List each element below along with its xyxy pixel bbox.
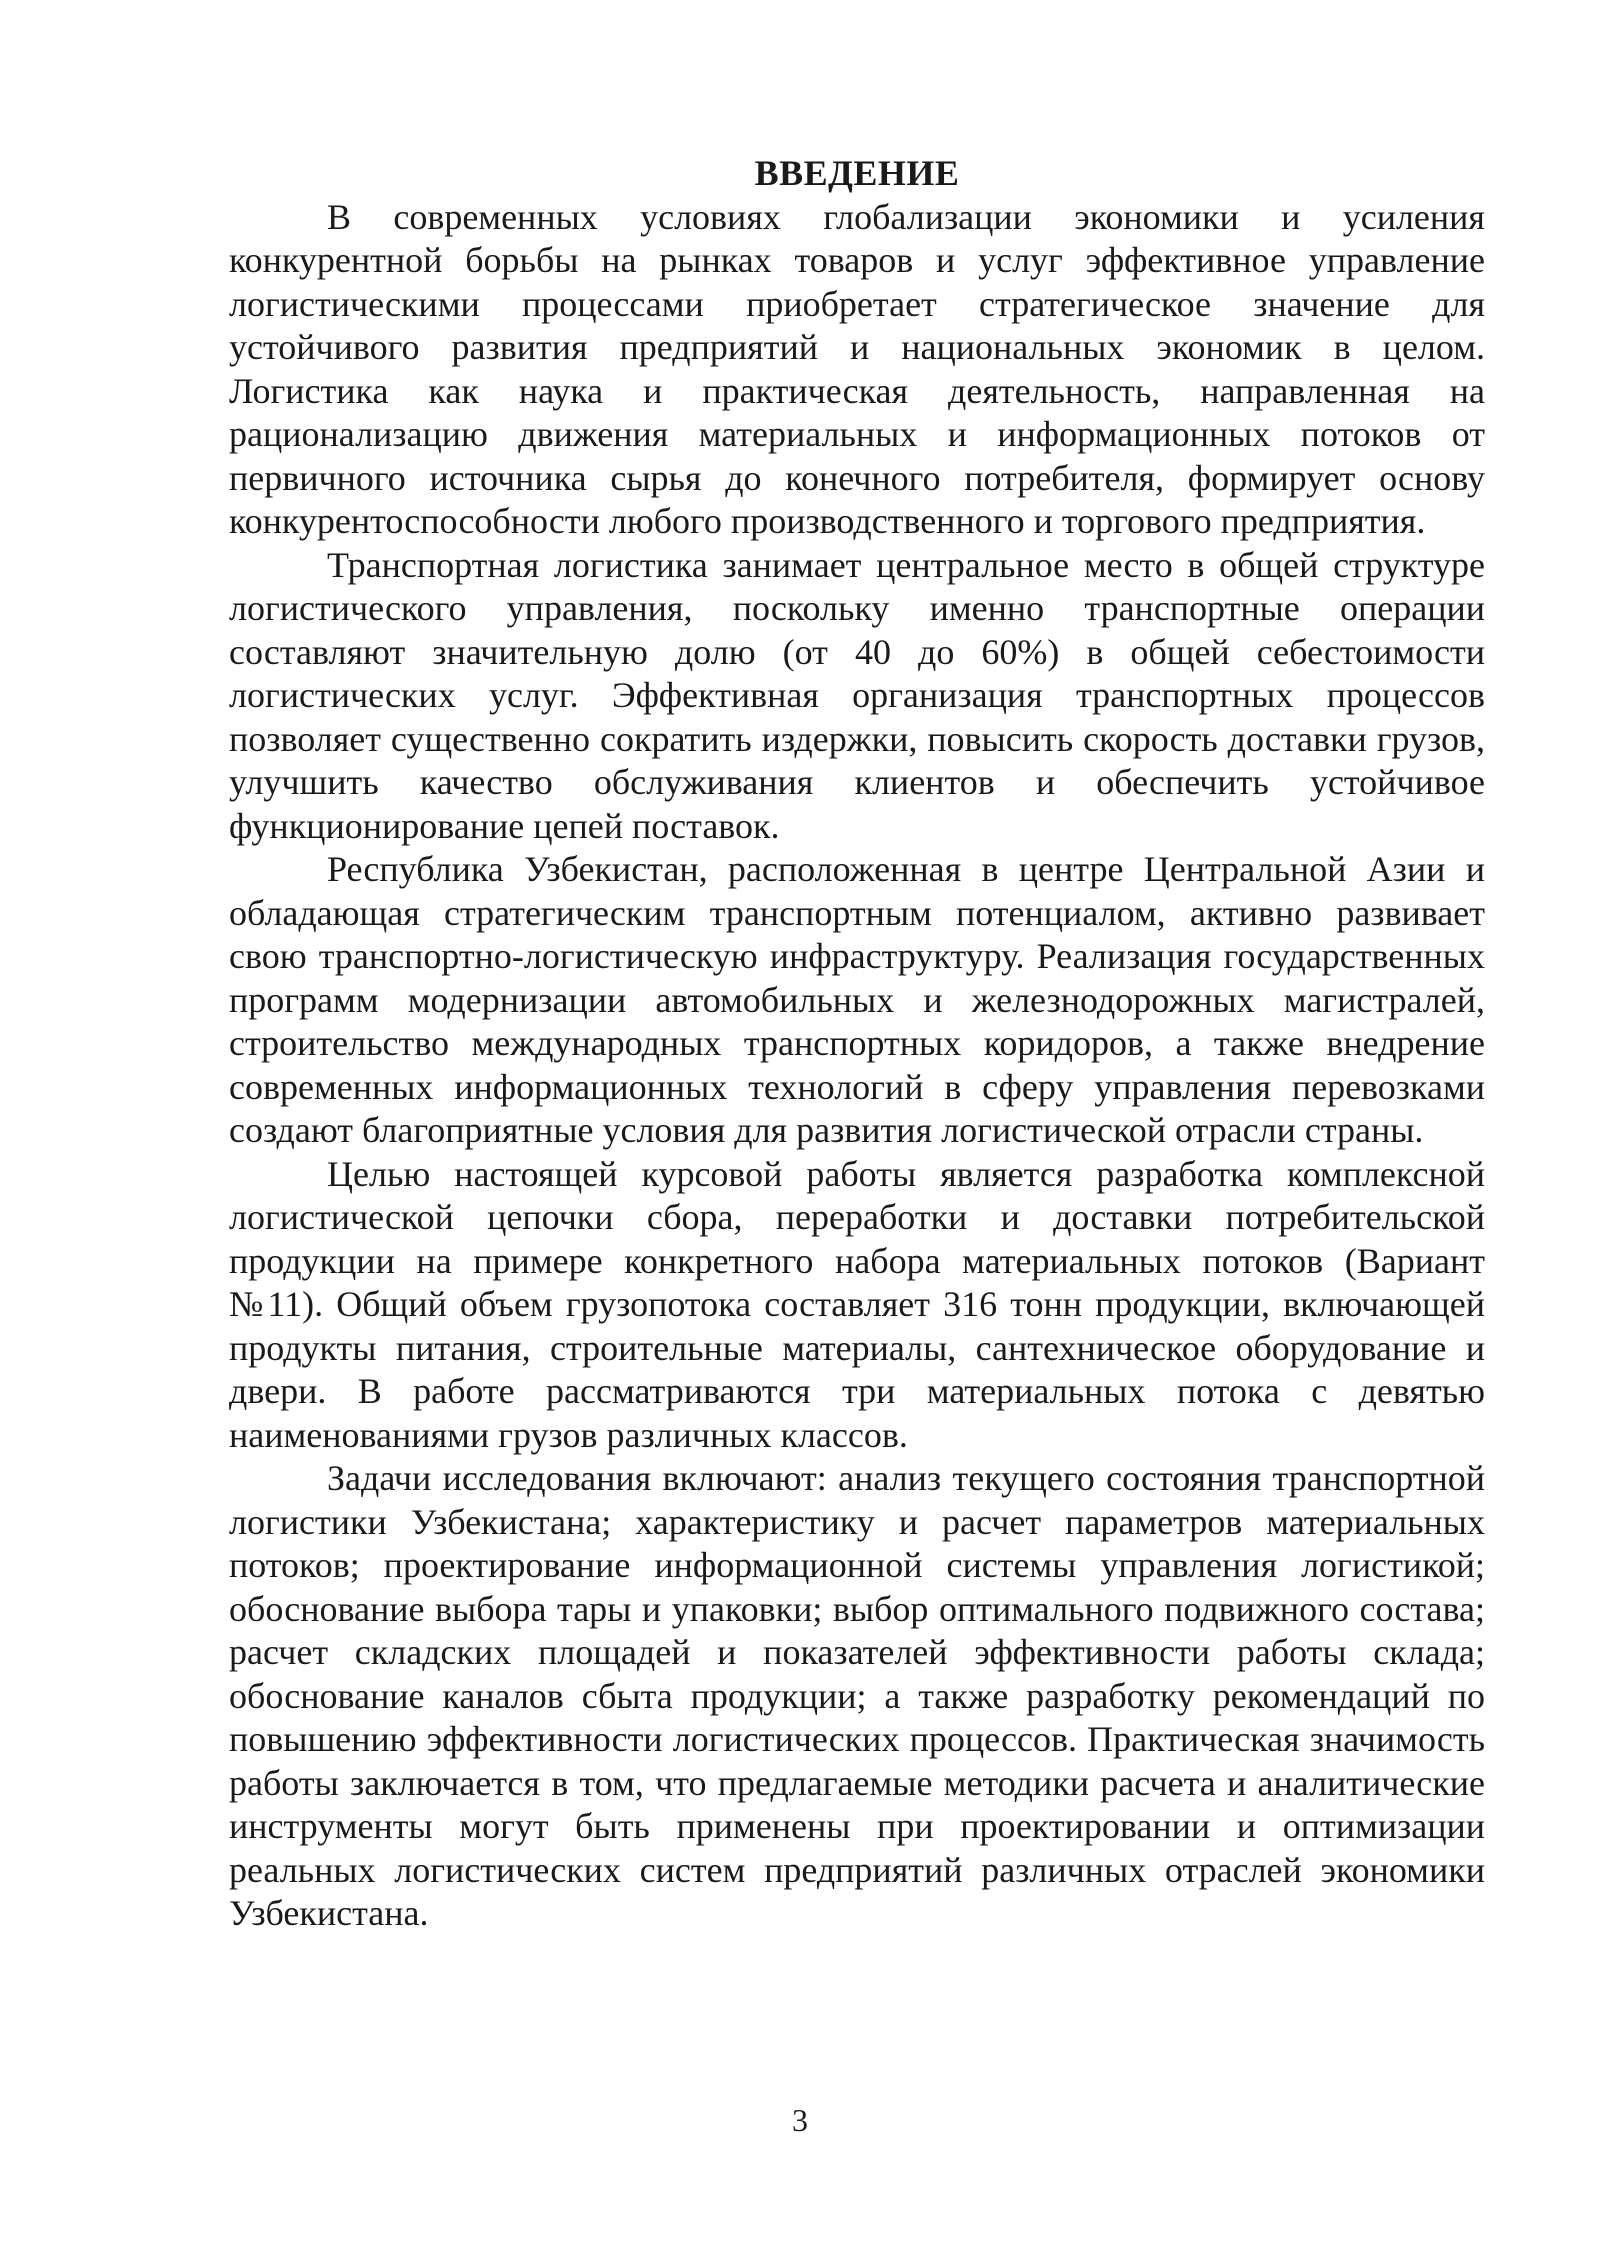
section-heading: ВВЕДЕНИЕ: [754, 153, 960, 193]
paragraph-transport-logistics: Транспортная логистика занимает центральное место в общей структуре логистического управления, поскольку именно транспортные операции составляют значительную долю (от 40 до 60%) в общей себестоимости логистических услуг. Эффективная организация транспортных процессов позволяет существенно сократить издержки, повысить скорость доставки грузов, улучшить качество обслуживания клиентов и обеспечить устойчивое функционирование цепей поставок.: [229, 544, 1485, 846]
paragraph-globalization: В современных условиях глобализации экономики и усиления конкурентной борьбы на рынках товаров и услуг эффективное управление логистическими процессами приобретает стратегическое значение для устойчивого развития предприятий и национальных экономик в целом. Логистика как наука и практическая деятельность, направленная на рационализацию движения материальных и информационных потоков от первичного источника сырья до конечного потребителя, формирует основу конкурентоспособности любого производственного и торгового предприятия.: [229, 196, 1485, 541]
paragraph-tasks: Задачи исследования включают: анализ текущего состояния транспортной логистики Узбекистана; характеристику и расчет параметров материальных потоков; проектирование информационной системы управления логистикой; обоснование выбора тары и упаковки; выбор оптимального подвижного состава; расчет складских площадей и показателей эффективности работы склада; обоснование каналов сбыта продукции; а также разработку рекомендаций по повышению эффективности логистических процессов. Практическая значимость работы заключается в том, что предлагаемые методики расчета и аналитические инструменты могут быть применены при проектировании и оптимизации реальных логистических систем предприятий различных отраслей экономики Узбекистана.: [229, 1458, 1485, 1933]
document-body: [229, 152, 1485, 1936]
paragraph-uzbekistan: Республика Узбекистан, расположенная в центре Центральной Азии и обладающая стратегическим транспортным потенциалом, активно развивает свою транспортно-логистическую инфраструктуру. Реализация государственных программ модернизации автомобильных и железнодорожных магистралей, строительство международных транспортных коридоров, а также внедрение современных информационных технологий в сферу управления перевозками создают благоприятные условия для развития логистической отрасли страны.: [229, 849, 1485, 1150]
page-number: 3: [792, 2102, 808, 2138]
paragraph-goal: Целью настоящей курсовой работы является разработка комплексной логистической цепочки сбора, переработки и доставки потребительской продукции на примере конкретного набора материальных потоков (Вариант №11). Общий объем грузопотока составляет 316 тонн продукции, включающей продукты питания, строительные материалы, сантехническое оборудование и двери. В работе рассматриваются три материальных потока с девятью наименованиями грузов различных классов.: [229, 1153, 1485, 1455]
